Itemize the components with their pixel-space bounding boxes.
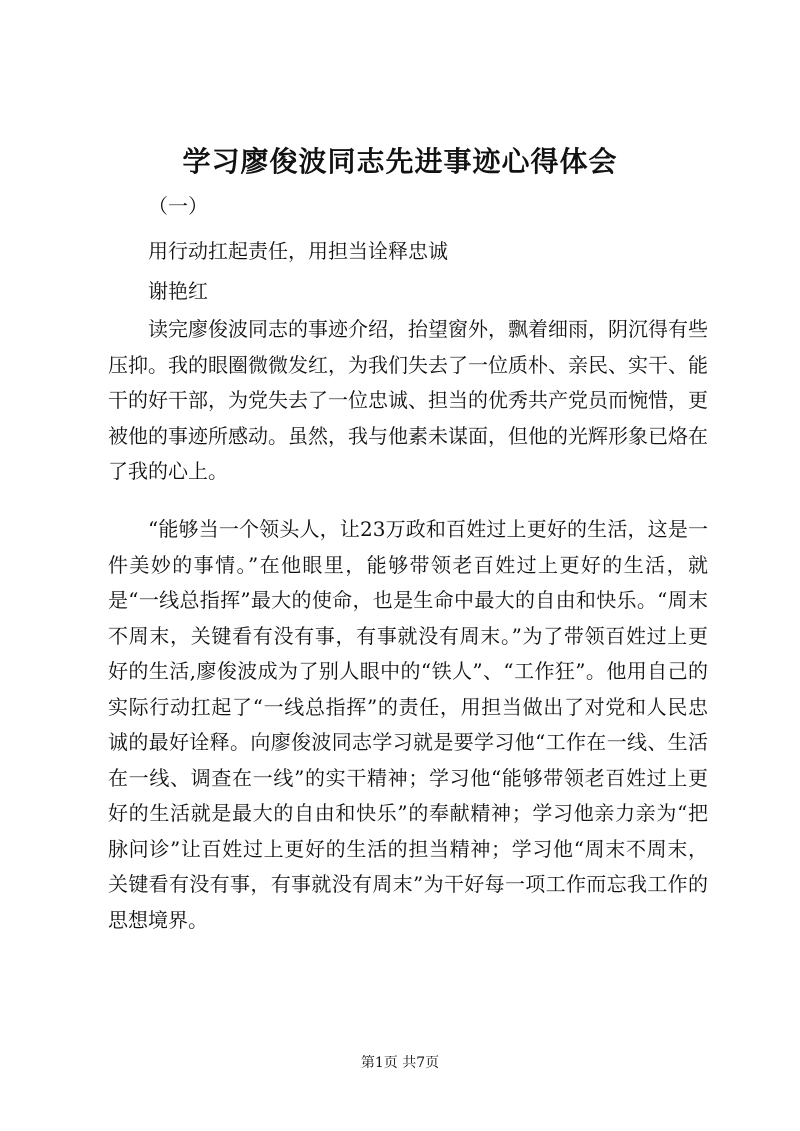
article-subtitle: 用行动扛起责任，用担当诠释忠诚: [148, 239, 448, 263]
author-name: 谢艳红: [148, 279, 208, 303]
section-number: （一）: [148, 194, 208, 218]
body-paragraph: 读完廖俊波同志的事迹介绍，抬望窗外，飘着细雨，阴沉得有些压抑。我的眼圈微微发红，为我们失去了一位质朴、亲民、实干、能干的好干部，为党失去了一位忠诚、担当的优秀共产党员而惋惜，更被他的事迹所感动。虽然，我与他素未谋面，但他的光辉形象已烙在了我的心上。: [108, 317, 708, 483]
page-title: 学习廖俊波同志先进事迹心得体会: [182, 145, 618, 178]
body-paragraph: “能够当一个领头人，让23万政和百姓过上更好的生活，这是一件美妙的事情。”在他眼里，能够带领老百姓过上更好的生活，就是“一线总指挥”最大的使命，也是生命中最大的自由和快乐。“周末不周末，关键看有没有事，有事就没有周末。”为了带领百姓过上更好的生活,廖俊波成为了别人眼中的“铁人”、“工作狂”。他用自己的实际行动扛起了“一线总指挥”的责任，用担当做出了对党和人民忠诚的最好诠释。向廖俊波同志学习就是要学习他“工作在一线、生活在一线、调查在一线”的实干精神；学习他“能够带领老百姓过上更好的生活就是最大的自由和快乐”的奉献精神；学习他亲力亲为“把脉问诊”让百姓过上更好的生活的担当精神；学习他“周末不周末，关键看有没有事，有事就没有周末”为干好每一项工作而忘我工作的思想境界。: [108, 517, 708, 932]
page-footer: 第1页 共7页: [360, 1055, 440, 1071]
